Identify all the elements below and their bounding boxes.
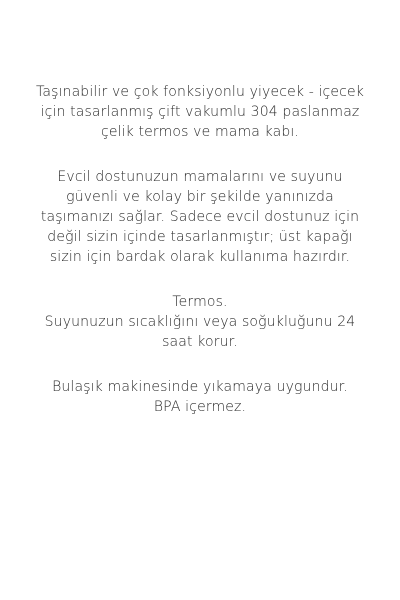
- text-line: değil sizin içinde tasarlanmıştır; üst kapağı: [47, 229, 353, 245]
- text-line: Bulaşık makinesinde yıkamaya uygundur.: [52, 379, 348, 395]
- text-line: taşımanızı sağlar. Sadece evcil dostunuz için: [40, 209, 360, 225]
- text-line: Taşınabilir ve çok fonksiyonlu yiyecek - içecek: [35, 84, 365, 100]
- paragraph-usage: [20, 167, 380, 267]
- paragraph-thermos: [20, 292, 380, 352]
- text-line: Suyunuzun sıcaklığını veya soğukluğunu 24: [44, 314, 356, 330]
- text-line: saat korur.: [162, 334, 238, 350]
- text-line: için tasarlanmış çift vakumlu 304 paslanmaz: [40, 104, 360, 120]
- text-line: sizin için bardak olarak kullanıma hazırdır.: [49, 249, 351, 265]
- text-line: çelik termos ve mama kabı.: [100, 124, 299, 140]
- paragraph-care: [20, 377, 380, 417]
- text-line: güvenli ve kolay bir şekilde yanınızda: [66, 189, 334, 205]
- text-line: BPA içermez.: [153, 399, 247, 415]
- text-line: Evcil dostunuzun mamalarını ve suyunu: [57, 169, 343, 185]
- product-description: [20, 82, 380, 442]
- paragraph-product-intro: [20, 82, 380, 142]
- text-line: Termos.: [172, 294, 228, 310]
